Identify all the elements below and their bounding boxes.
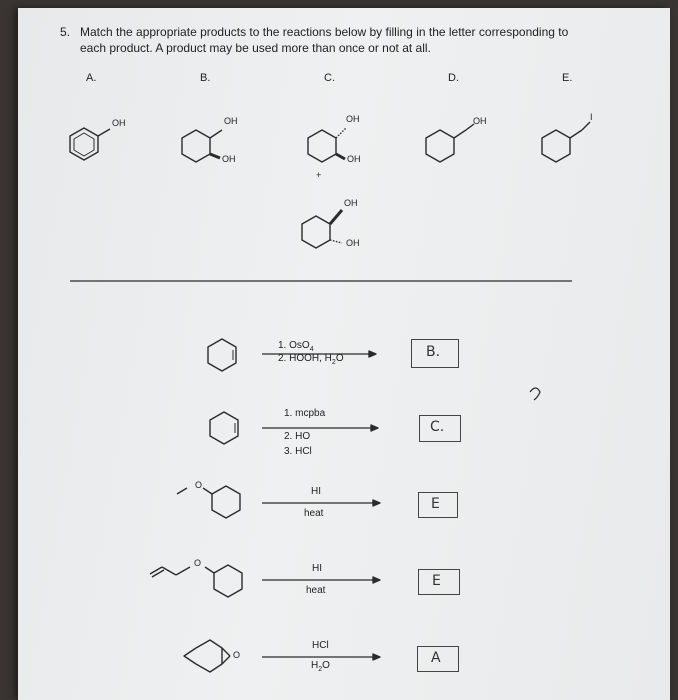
product-e-ring: [542, 122, 590, 162]
question-number: 5.: [60, 25, 71, 39]
question-line-2: each product. A product may be used more than once or not at all.: [80, 41, 431, 55]
answer-2-text: C.: [430, 419, 445, 435]
product-d-ring: [426, 124, 474, 162]
product-d-oh: OH: [473, 116, 487, 126]
product-c-plus: +: [316, 170, 322, 180]
product-letter-b: B.: [200, 72, 211, 84]
reaction-3-reagent-2: heat: [304, 508, 324, 519]
reaction-4-oxygen: O: [194, 558, 202, 568]
margin-note: [529, 384, 535, 398]
reaction-5-reagent-2: $H_2O$: [311, 660, 330, 673]
reaction-5-reagent-1: HCl: [312, 640, 329, 651]
reaction-2-reagent-2: 2. HO: [284, 431, 311, 442]
answer-box-1[interactable]: [411, 339, 459, 368]
reaction-2-substrate: [210, 412, 238, 444]
reaction-2-reagent-1: 1. mcpba: [284, 408, 326, 419]
reaction-4-reagent-1: HI: [312, 563, 322, 574]
answer-box-5[interactable]: [417, 646, 459, 672]
reaction-5-oxygen: O: [233, 650, 241, 660]
product-c-oh-bottom: OH: [347, 154, 361, 164]
product-c-pair-oh-top: OH: [344, 198, 358, 208]
reaction-4-reagent-2: heat: [306, 585, 326, 596]
reaction-3-oxygen: O: [195, 480, 203, 490]
reaction-1-substrate: [208, 339, 236, 371]
answer-1-text: B.: [426, 344, 441, 360]
reaction-1-reagent-2: 2. HOOH, $H_2O$: [278, 353, 344, 366]
product-e-iodine: I: [590, 112, 593, 122]
product-letter-e: E.: [562, 72, 573, 84]
answer-box-2[interactable]: [419, 415, 461, 442]
product-b-ring: [182, 130, 222, 162]
product-b-oh-bottom: OH: [222, 154, 236, 164]
product-letter-a: A.: [86, 72, 97, 84]
answer-box-3[interactable]: [418, 492, 458, 518]
product-c-pair-ring: [302, 210, 342, 248]
product-a-oh: OH: [112, 118, 126, 128]
product-c-oh-top: OH: [346, 114, 360, 124]
reaction-1-reagent-1: 1. OsO$_4$: [278, 340, 314, 353]
product-letter-d: D.: [448, 72, 459, 84]
reaction-5-substrate: [184, 640, 230, 672]
product-c-pair-oh-bottom: OH: [346, 238, 360, 248]
reaction-2-reagent-3: 3. HCl: [284, 446, 312, 457]
answer-3-text: E: [431, 496, 440, 512]
answer-box-4[interactable]: [418, 569, 460, 595]
product-c-ring: [308, 128, 346, 162]
reaction-3-reagent-1: HI: [311, 486, 321, 497]
product-a-ring: [70, 128, 110, 160]
product-letter-c: C.: [324, 72, 335, 84]
answer-4-text: E: [432, 573, 441, 589]
reaction-4-substrate: [150, 565, 242, 597]
question-line-1: Match the appropriate products to the reactions below by filling in the letter corresponding to: [80, 25, 569, 39]
product-b-oh-top: OH: [224, 116, 238, 126]
answer-5-text: A: [431, 650, 441, 666]
reaction-3-substrate: [177, 486, 240, 518]
